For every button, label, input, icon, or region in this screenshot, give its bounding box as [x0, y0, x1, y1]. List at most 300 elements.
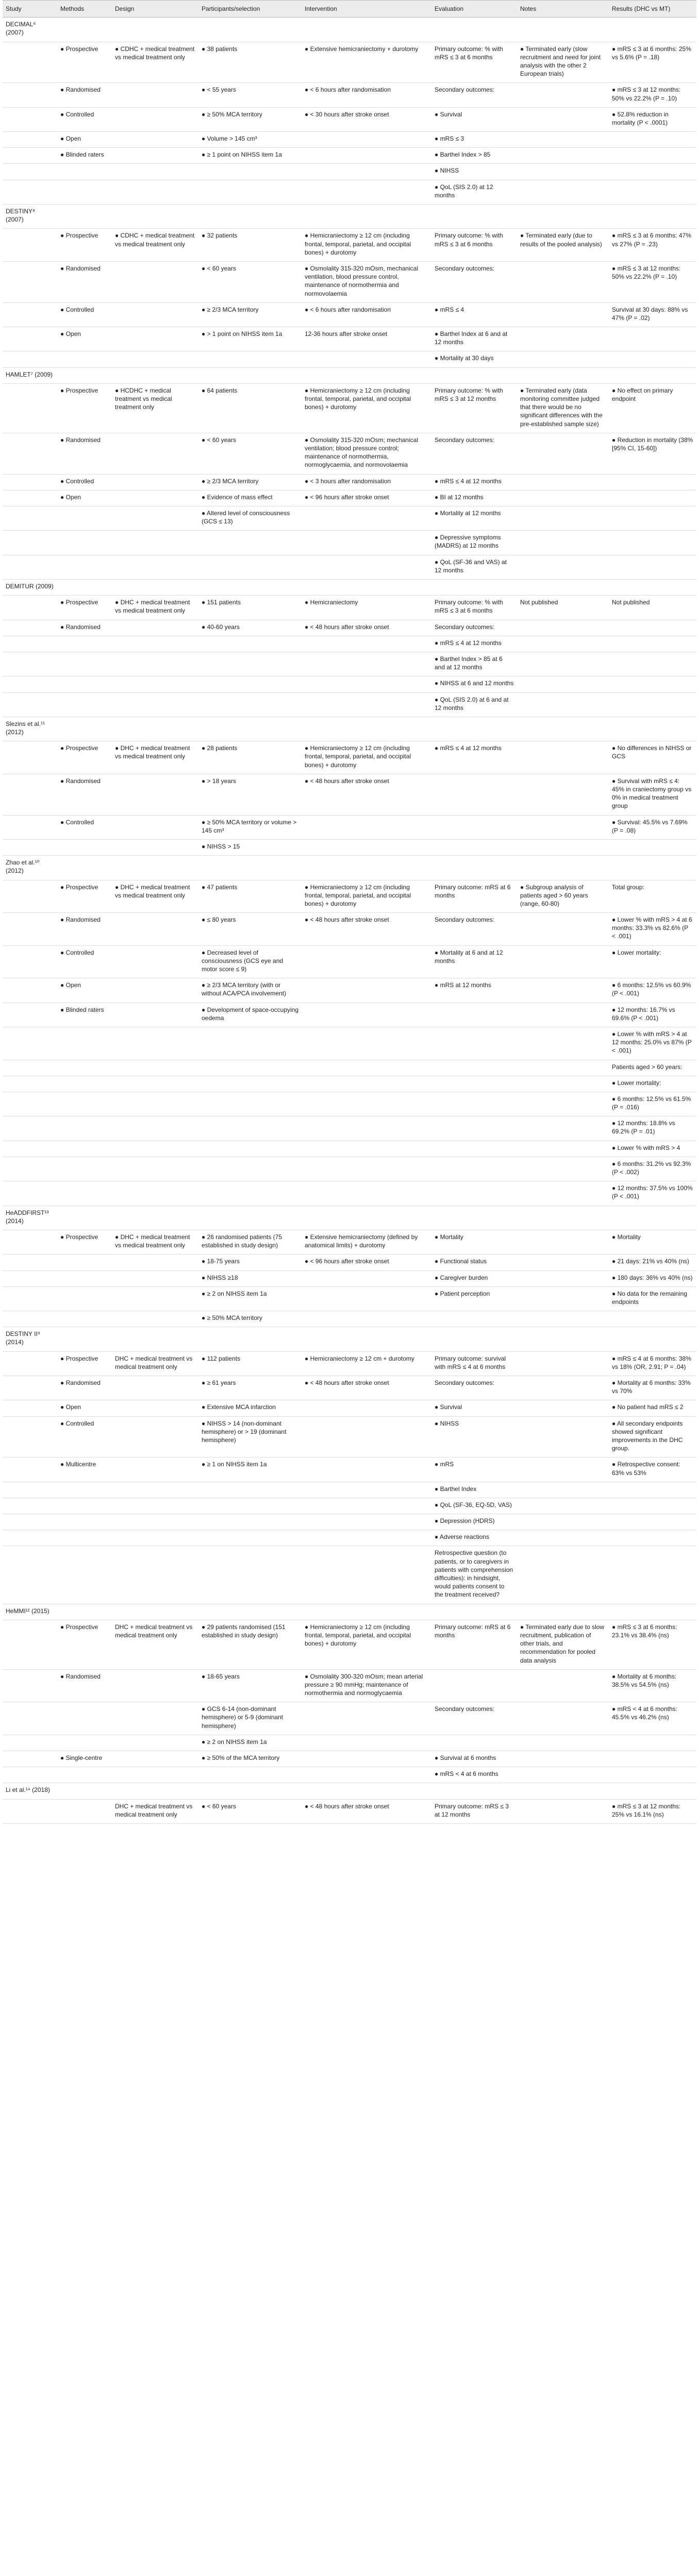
cell-methods: ● Open	[57, 490, 112, 506]
cell-methods	[57, 717, 112, 741]
cell-participants	[198, 1027, 302, 1060]
trials-table	[3, 0, 696, 1824]
cell-results	[609, 620, 696, 636]
cell-participants	[198, 692, 302, 717]
cell-design	[112, 1702, 198, 1735]
cell-evaluation: ● mRS ≤ 4 at 12 months	[431, 636, 517, 652]
cell-intervention	[302, 1458, 431, 1482]
cell-notes	[517, 1181, 609, 1206]
table-row	[3, 1157, 696, 1181]
cell-participants	[198, 1482, 302, 1498]
cell-study	[3, 1735, 57, 1751]
cell-methods	[57, 1206, 112, 1230]
cell-design: ● DHC + medical treatment vs medical treatment only	[112, 741, 198, 774]
cell-evaluation	[431, 1669, 517, 1702]
cell-participants	[198, 1076, 302, 1092]
cell-evaluation	[431, 815, 517, 839]
cell-study	[3, 1286, 57, 1311]
cell-intervention	[302, 531, 431, 555]
cell-notes: ● Subgroup analysis of patients aged > 60 years (range, 60-80)	[517, 880, 609, 913]
cell-notes	[517, 1702, 609, 1735]
cell-participants	[198, 1546, 302, 1604]
cell-design	[112, 978, 198, 1003]
cell-study	[3, 327, 57, 351]
cell-results	[609, 351, 696, 367]
table-row	[3, 1458, 696, 1482]
table-row	[3, 506, 696, 530]
cell-design	[112, 913, 198, 946]
cell-intervention	[302, 18, 431, 42]
cell-notes	[517, 1116, 609, 1141]
cell-methods	[57, 164, 112, 180]
cell-results: ● mRS ≤ 3 at 6 months: 25% vs 5.6% (P = .18)	[609, 42, 696, 83]
cell-participants: ● 28 patients	[198, 741, 302, 774]
cell-methods: ● Prospective	[57, 1351, 112, 1376]
cell-results: ● 6 months: 12.5% vs 61.5% (P = .016)	[609, 1092, 696, 1116]
cell-methods: ● Prospective	[57, 880, 112, 913]
cell-participants: ● ≥ 50% MCA territory	[198, 107, 302, 131]
cell-intervention	[302, 1327, 431, 1351]
cell-methods: ● Open	[57, 132, 112, 148]
cell-study	[3, 132, 57, 148]
cell-results	[609, 856, 696, 880]
cell-evaluation	[431, 839, 517, 855]
cell-results	[609, 1206, 696, 1230]
cell-methods	[57, 580, 112, 596]
table-row	[3, 1351, 696, 1376]
cell-design	[112, 1157, 198, 1181]
cell-study	[3, 490, 57, 506]
cell-design	[112, 107, 198, 131]
cell-evaluation	[431, 205, 517, 229]
cell-methods	[57, 1783, 112, 1799]
cell-evaluation: Primary outcome: % with mRS ≤ 3 at 12 months	[431, 383, 517, 433]
table-row	[3, 229, 696, 262]
cell-notes	[517, 1530, 609, 1546]
cell-notes	[517, 1270, 609, 1286]
cell-notes	[517, 636, 609, 652]
table-row	[3, 205, 696, 229]
cell-study: DESTINY⁸ (2007)	[3, 205, 57, 229]
cell-study	[3, 1351, 57, 1376]
cell-results: ● Lower mortality:	[609, 945, 696, 978]
cell-evaluation: ● QoL (SIS 2.0) at 6 and at 12 months	[431, 692, 517, 717]
table-row	[3, 1255, 696, 1270]
cell-results	[609, 1546, 696, 1604]
cell-participants: ● 151 patients	[198, 596, 302, 620]
header-participants: Participants/selection	[198, 1, 302, 18]
cell-evaluation: ● Depression (HDRS)	[431, 1514, 517, 1530]
cell-participants: ● ≥ 61 years	[198, 1376, 302, 1400]
table-row	[3, 1514, 696, 1530]
cell-study: Slezins et al.¹¹ (2012)	[3, 717, 57, 741]
cell-notes	[517, 164, 609, 180]
cell-results: ● Retrospective consent: 63% vs 53%	[609, 1458, 696, 1482]
cell-design	[112, 1735, 198, 1751]
cell-results: Total group:	[609, 880, 696, 913]
cell-participants: ● 64 patients	[198, 383, 302, 433]
cell-study	[3, 1027, 57, 1060]
table-row	[3, 367, 696, 383]
cell-results	[609, 1530, 696, 1546]
cell-participants	[198, 1767, 302, 1783]
cell-intervention: ● < 30 hours after stroke onset	[302, 107, 431, 131]
cell-intervention	[302, 506, 431, 530]
cell-study	[3, 692, 57, 717]
cell-methods: ● Blinded raters	[57, 148, 112, 164]
cell-notes	[517, 433, 609, 474]
cell-design	[112, 261, 198, 302]
cell-design	[112, 474, 198, 490]
cell-participants: ● ≥ 50% of the MCA territory	[198, 1751, 302, 1767]
cell-methods: ● Open	[57, 327, 112, 351]
table-row	[3, 839, 696, 855]
cell-results	[609, 1514, 696, 1530]
cell-design	[112, 636, 198, 652]
cell-results	[609, 652, 696, 676]
table-row	[3, 1799, 696, 1823]
cell-design	[112, 1270, 198, 1286]
header-intervention: Intervention	[302, 1, 431, 18]
cell-intervention	[302, 1076, 431, 1092]
cell-design	[112, 945, 198, 978]
cell-intervention	[302, 1604, 431, 1620]
cell-design	[112, 148, 198, 164]
cell-evaluation: Primary outcome: survival with mRS ≤ 4 at 6 months	[431, 1351, 517, 1376]
cell-intervention	[302, 1027, 431, 1060]
cell-participants: ● ≥ 1 on NIHSS item 1a	[198, 1458, 302, 1482]
cell-intervention: ● Hemicraniectomy ≥ 12 cm (including frontal, temporal, parietal, and occipital bones) + durotomy	[302, 1620, 431, 1669]
table-body	[3, 18, 696, 1824]
cell-design	[112, 490, 198, 506]
table-row	[3, 1620, 696, 1669]
cell-intervention	[302, 1416, 431, 1458]
cell-evaluation: Secondary outcomes:	[431, 1376, 517, 1400]
cell-notes	[517, 1799, 609, 1823]
cell-design	[112, 839, 198, 855]
table-row	[3, 1270, 696, 1286]
cell-design	[112, 1767, 198, 1783]
cell-study: HeADDFIRST¹³ (2014)	[3, 1206, 57, 1230]
cell-methods	[57, 1181, 112, 1206]
cell-methods	[57, 1255, 112, 1270]
cell-results: ● Survival with mRS ≤ 4: 45% in craniectomy group vs 0% in medical treatment group	[609, 774, 696, 815]
table-row	[3, 83, 696, 107]
cell-study: HAMLET⁷ (2009)	[3, 367, 57, 383]
cell-participants: ● GCS 6-14 (non-dominant hemisphere) or 5-9 (dominant hemisphere)	[198, 1702, 302, 1735]
cell-design: ● CDHC + medical treatment vs medical treatment only	[112, 42, 198, 83]
cell-intervention: ● Hemicraniectomy ≥ 12 cm (including frontal, temporal, parietal, and occipital bones) + durotomy	[302, 880, 431, 913]
table-row	[3, 302, 696, 327]
cell-evaluation: ● NIHSS	[431, 1416, 517, 1458]
cell-methods	[57, 1141, 112, 1157]
cell-evaluation: ● Mortality at 30 days	[431, 351, 517, 367]
cell-methods: ● Prospective	[57, 383, 112, 433]
table-row	[3, 1141, 696, 1157]
cell-methods	[57, 1270, 112, 1286]
cell-design	[112, 1530, 198, 1546]
cell-notes	[517, 1735, 609, 1751]
cell-design	[112, 774, 198, 815]
cell-design	[112, 180, 198, 204]
cell-methods: ● Controlled	[57, 945, 112, 978]
table-row	[3, 1702, 696, 1735]
table-row	[3, 880, 696, 913]
cell-methods	[57, 1076, 112, 1092]
cell-results	[609, 327, 696, 351]
cell-intervention	[302, 1157, 431, 1181]
cell-evaluation: Secondary outcomes:	[431, 620, 517, 636]
cell-notes: Not published	[517, 596, 609, 620]
cell-results	[609, 636, 696, 652]
cell-participants	[198, 205, 302, 229]
cell-methods	[57, 839, 112, 855]
table-row	[3, 774, 696, 815]
cell-design	[112, 1060, 198, 1076]
cell-intervention	[302, 164, 431, 180]
cell-study	[3, 302, 57, 327]
cell-study	[3, 474, 57, 490]
cell-intervention	[302, 1092, 431, 1116]
table-row	[3, 1751, 696, 1767]
cell-results: ● No patient had mRS ≤ 2	[609, 1400, 696, 1416]
cell-intervention	[302, 1546, 431, 1604]
table-row	[3, 1181, 696, 1206]
cell-notes	[517, 351, 609, 367]
cell-methods	[57, 205, 112, 229]
cell-participants: ● ≥ 2/3 MCA territory (with or without ACA/PCA involvement)	[198, 978, 302, 1003]
cell-notes	[517, 839, 609, 855]
cell-design	[112, 815, 198, 839]
cell-notes	[517, 978, 609, 1003]
cell-intervention: ● < 48 hours after stroke onset	[302, 620, 431, 636]
cell-study	[3, 555, 57, 579]
cell-evaluation: ● mRS < 4 at 6 months	[431, 1767, 517, 1783]
cell-results	[609, 1327, 696, 1351]
cell-results	[609, 1482, 696, 1498]
cell-notes	[517, 1546, 609, 1604]
cell-evaluation	[431, 856, 517, 880]
cell-design	[112, 506, 198, 530]
cell-study: Li et al.¹⁴ (2018)	[3, 1783, 57, 1799]
cell-study	[3, 1230, 57, 1254]
table-row	[3, 1783, 696, 1799]
cell-design	[112, 1669, 198, 1702]
cell-results: ● Lower % with mRS > 4 at 12 months: 25.0% vs 87% (P < .001)	[609, 1027, 696, 1060]
cell-notes	[517, 652, 609, 676]
table-row	[3, 815, 696, 839]
table-row	[3, 148, 696, 164]
cell-participants: ● ≤ 80 years	[198, 913, 302, 946]
cell-methods: ● Controlled	[57, 1416, 112, 1458]
cell-methods	[57, 1027, 112, 1060]
cell-results: ● 12 months: 16.7% vs 69.6% (P < .001)	[609, 1003, 696, 1027]
table-row	[3, 383, 696, 433]
cell-notes: ● Terminated early (data monitoring committee judged that there would be no significant differences with the pre-established sample size)	[517, 383, 609, 433]
cell-notes	[517, 1514, 609, 1530]
cell-notes	[517, 1482, 609, 1498]
cell-participants	[198, 18, 302, 42]
cell-intervention	[302, 580, 431, 596]
cell-design	[112, 1514, 198, 1530]
cell-methods: ● Controlled	[57, 302, 112, 327]
cell-design: DHC + medical treatment vs medical treatment only	[112, 1799, 198, 1823]
cell-methods	[57, 692, 112, 717]
cell-study	[3, 1092, 57, 1116]
cell-participants: ● ≥ 2 on NIHSS item 1a	[198, 1735, 302, 1751]
table-row	[3, 1206, 696, 1230]
cell-participants: ● Volume > 145 cm³	[198, 132, 302, 148]
cell-evaluation	[431, 367, 517, 383]
cell-notes	[517, 1060, 609, 1076]
cell-results	[609, 555, 696, 579]
cell-results: ● Mortality	[609, 1230, 696, 1254]
cell-design	[112, 856, 198, 880]
table-row	[3, 164, 696, 180]
table-row	[3, 107, 696, 131]
cell-design	[112, 83, 198, 107]
cell-study	[3, 1400, 57, 1416]
cell-notes	[517, 1003, 609, 1027]
cell-intervention	[302, 1116, 431, 1141]
cell-notes	[517, 1255, 609, 1270]
cell-results: ● mRS ≤ 3 at 12 months: 50% vs 22.2% (P = .10)	[609, 261, 696, 302]
cell-methods: ● Single-centre	[57, 1751, 112, 1767]
cell-participants	[198, 367, 302, 383]
cell-results: ● Lower % with mRS > 4	[609, 1141, 696, 1157]
table-row	[3, 1003, 696, 1027]
cell-notes	[517, 1206, 609, 1230]
cell-design	[112, 531, 198, 555]
cell-study	[3, 180, 57, 204]
cell-study	[3, 596, 57, 620]
cell-methods: ● Controlled	[57, 474, 112, 490]
table-row	[3, 636, 696, 652]
cell-evaluation: ● NIHSS	[431, 164, 517, 180]
header-design: Design	[112, 1, 198, 18]
cell-participants	[198, 1783, 302, 1799]
cell-study	[3, 1546, 57, 1604]
header-study: Study	[3, 1, 57, 18]
cell-notes	[517, 815, 609, 839]
cell-intervention: ● Hemicraniectomy ≥ 12 cm (including frontal, temporal, parietal, and occipital bones) + durotomy	[302, 741, 431, 774]
cell-evaluation	[431, 1116, 517, 1141]
cell-results: ● mRS ≤ 3 at 6 months: 23.1% vs 38.4% (ns)	[609, 1620, 696, 1669]
cell-intervention	[302, 1270, 431, 1286]
cell-participants	[198, 636, 302, 652]
cell-notes	[517, 205, 609, 229]
cell-methods: ● Randomised	[57, 433, 112, 474]
cell-participants: ● ≥ 2/3 MCA territory	[198, 474, 302, 490]
cell-evaluation: ● QoL (SIS 2.0) at 12 months	[431, 180, 517, 204]
cell-methods: ● Randomised	[57, 913, 112, 946]
cell-results	[609, 1783, 696, 1799]
cell-results	[609, 18, 696, 42]
cell-intervention	[302, 1400, 431, 1416]
cell-evaluation: ● mRS	[431, 1458, 517, 1482]
cell-study	[3, 164, 57, 180]
header-methods: Methods	[57, 1, 112, 18]
cell-design	[112, 164, 198, 180]
cell-intervention	[302, 1751, 431, 1767]
cell-design	[112, 1751, 198, 1767]
cell-notes	[517, 1076, 609, 1092]
cell-results	[609, 1735, 696, 1751]
cell-methods	[57, 1604, 112, 1620]
cell-methods: ● Prospective	[57, 741, 112, 774]
cell-evaluation: Secondary outcomes:	[431, 433, 517, 474]
cell-design	[112, 1311, 198, 1327]
cell-design: ● DHC + medical treatment vs medical treatment only	[112, 596, 198, 620]
table-row	[3, 1230, 696, 1254]
cell-participants	[198, 856, 302, 880]
cell-study	[3, 107, 57, 131]
table-row	[3, 1498, 696, 1514]
cell-evaluation	[431, 1003, 517, 1027]
cell-notes	[517, 1376, 609, 1400]
cell-notes	[517, 913, 609, 946]
cell-design	[112, 1546, 198, 1604]
cell-results	[609, 1767, 696, 1783]
cell-intervention	[302, 1530, 431, 1546]
cell-evaluation: Secondary outcomes:	[431, 261, 517, 302]
cell-notes	[517, 490, 609, 506]
cell-study	[3, 261, 57, 302]
cell-evaluation	[431, 1076, 517, 1092]
cell-participants: ● < 60 years	[198, 433, 302, 474]
table-row	[3, 132, 696, 148]
cell-methods	[57, 506, 112, 530]
cell-participants	[198, 1141, 302, 1157]
cell-design	[112, 676, 198, 692]
cell-methods	[57, 1116, 112, 1141]
cell-notes	[517, 555, 609, 579]
cell-design	[112, 1027, 198, 1060]
cell-participants	[198, 652, 302, 676]
cell-evaluation	[431, 1141, 517, 1157]
cell-design: ● DHC + medical treatment vs medical treatment only	[112, 880, 198, 913]
cell-methods	[57, 1530, 112, 1546]
cell-design	[112, 18, 198, 42]
cell-intervention	[302, 1286, 431, 1311]
cell-study	[3, 815, 57, 839]
cell-participants	[198, 1206, 302, 1230]
cell-results	[609, 1498, 696, 1514]
cell-study	[3, 42, 57, 83]
cell-design	[112, 1376, 198, 1400]
cell-notes	[517, 1751, 609, 1767]
cell-study	[3, 1376, 57, 1400]
cell-design: ● CDHC + medical treatment vs medical treatment only	[112, 229, 198, 262]
cell-evaluation	[431, 1157, 517, 1181]
table-row	[3, 1327, 696, 1351]
cell-intervention: ● < 48 hours after stroke onset	[302, 913, 431, 946]
cell-participants	[198, 1327, 302, 1351]
cell-study	[3, 1702, 57, 1735]
cell-intervention	[302, 1181, 431, 1206]
cell-participants	[198, 1530, 302, 1546]
cell-participants	[198, 555, 302, 579]
cell-methods: ● Randomised	[57, 774, 112, 815]
cell-notes	[517, 676, 609, 692]
cell-results: ● Mortality at 6 months: 38.5% vs 54.5% (ns)	[609, 1669, 696, 1702]
cell-methods	[57, 531, 112, 555]
cell-results: ● 52.8% reduction in mortality (P < .0001)	[609, 107, 696, 131]
cell-intervention: ● < 3 hours after randomisation	[302, 474, 431, 490]
cell-evaluation: ● mRS ≤ 4 at 12 months	[431, 741, 517, 774]
cell-methods	[57, 652, 112, 676]
cell-study	[3, 229, 57, 262]
